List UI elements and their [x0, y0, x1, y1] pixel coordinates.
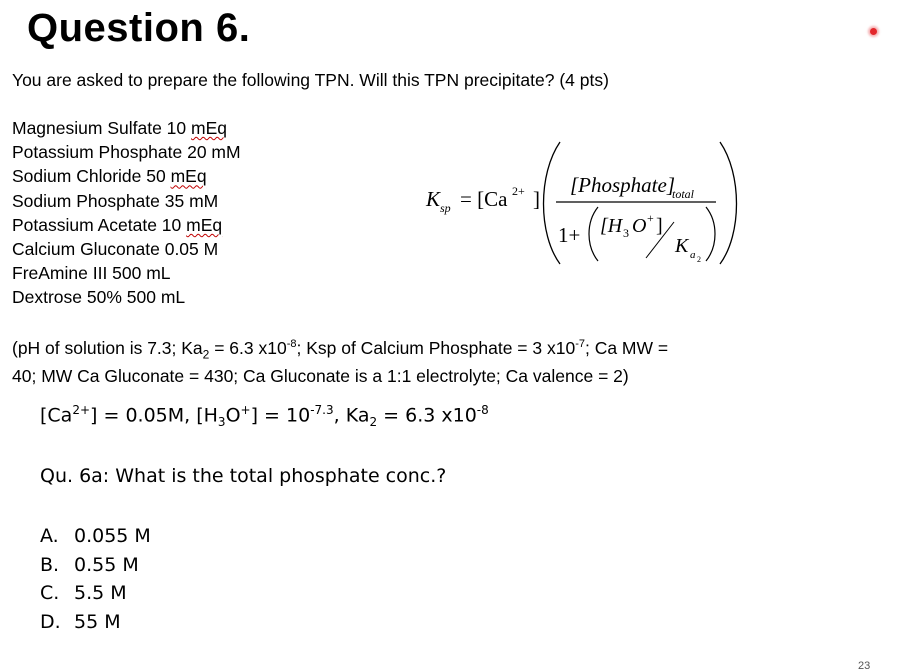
ingredient-item: Sodium Phosphate 35 mM: [12, 190, 219, 211]
question-prompt: You are asked to prepare the following TPN. Will this TPN precipitate? (4 pts): [12, 70, 609, 90]
ingredient-item: Dextrose 50% 500 mL: [12, 287, 186, 308]
ksp-sp: sp: [440, 201, 451, 215]
params-line-2: 40; MW Ca Gluconate = 430; Ca Gluconate is a 1:1 electrolyte; Ca valence = 2): [12, 366, 629, 387]
ka-a: a: [690, 249, 696, 261]
ingredient-item: Potassium Acetate 10 mEq: [12, 214, 223, 235]
h3o-bracket: [H: [600, 215, 623, 237]
h3o-superscript: +: [647, 211, 654, 225]
ingredient-item: Potassium Phosphate 20 mM: [12, 142, 241, 163]
ksp-equals-ca: = [Ca: [460, 187, 508, 211]
ksp-k: K: [426, 187, 441, 211]
h3o-o: O: [632, 215, 647, 237]
answer-choice-b[interactable]: B. 0.55 M: [40, 553, 139, 576]
outer-right-paren: [720, 142, 737, 264]
ka-k: K: [675, 235, 689, 257]
h3o-close: ]: [656, 215, 663, 237]
numerator-total: total: [672, 187, 695, 201]
spellcheck-word: mEq: [170, 166, 207, 187]
spellcheck-word: mEq: [186, 214, 223, 235]
ksp-formula: [420, 134, 750, 274]
answer-choice-d[interactable]: D. 55 M: [40, 610, 121, 633]
numerator-phosphate: [Phosphate]: [570, 173, 675, 197]
answer-choice-a[interactable]: A. 0.055 M: [40, 525, 151, 547]
answer-choice-c[interactable]: C. 5.5 M: [40, 582, 127, 604]
page-title: Question 6.: [27, 6, 251, 50]
ingredient-item: FreAmine III 500 mL: [12, 263, 171, 284]
ca-superscript: 2+: [512, 184, 525, 198]
ca-close-bracket: ]: [533, 187, 540, 211]
concentration-values: $[Ca^{2+}] = 0.05M$, $[H_3O^+] = 10^{-7.3}$, $Ka_2 = 6.3$ $x10^{-8}$: [40, 403, 489, 430]
ingredient-item: Calcium Gluconate 0.05 M: [12, 239, 219, 260]
given-parameters: [12, 333, 812, 387]
inner-left-paren: [589, 207, 598, 261]
answer-choices: [40, 522, 151, 636]
inner-right-paren: [706, 207, 715, 261]
ka-2: 2: [697, 255, 701, 264]
laser-pointer-dot: [870, 28, 877, 35]
ingredient-item: Magnesium Sulfate 10 mEq: [12, 118, 227, 138]
ingredient-list: [12, 116, 241, 310]
ingredient-item: Sodium Chloride 50 mEq: [12, 166, 207, 187]
spellcheck-word: mEq: [191, 118, 227, 138]
denominator-one-plus: 1+: [558, 223, 581, 247]
h3o-subscript: 3: [623, 226, 629, 240]
page-number: 23: [858, 660, 871, 672]
params-line-1: (pH of solution is 7.3; $Ka_2 = 6.3$ $x10^{-8}$; Ksp of Calcium Phosphate = 3 $x10^{-7}$; Ca MW =: [12, 337, 669, 362]
sub-question: Qu. 6a: What is the total phosphate conc.?: [40, 465, 447, 487]
